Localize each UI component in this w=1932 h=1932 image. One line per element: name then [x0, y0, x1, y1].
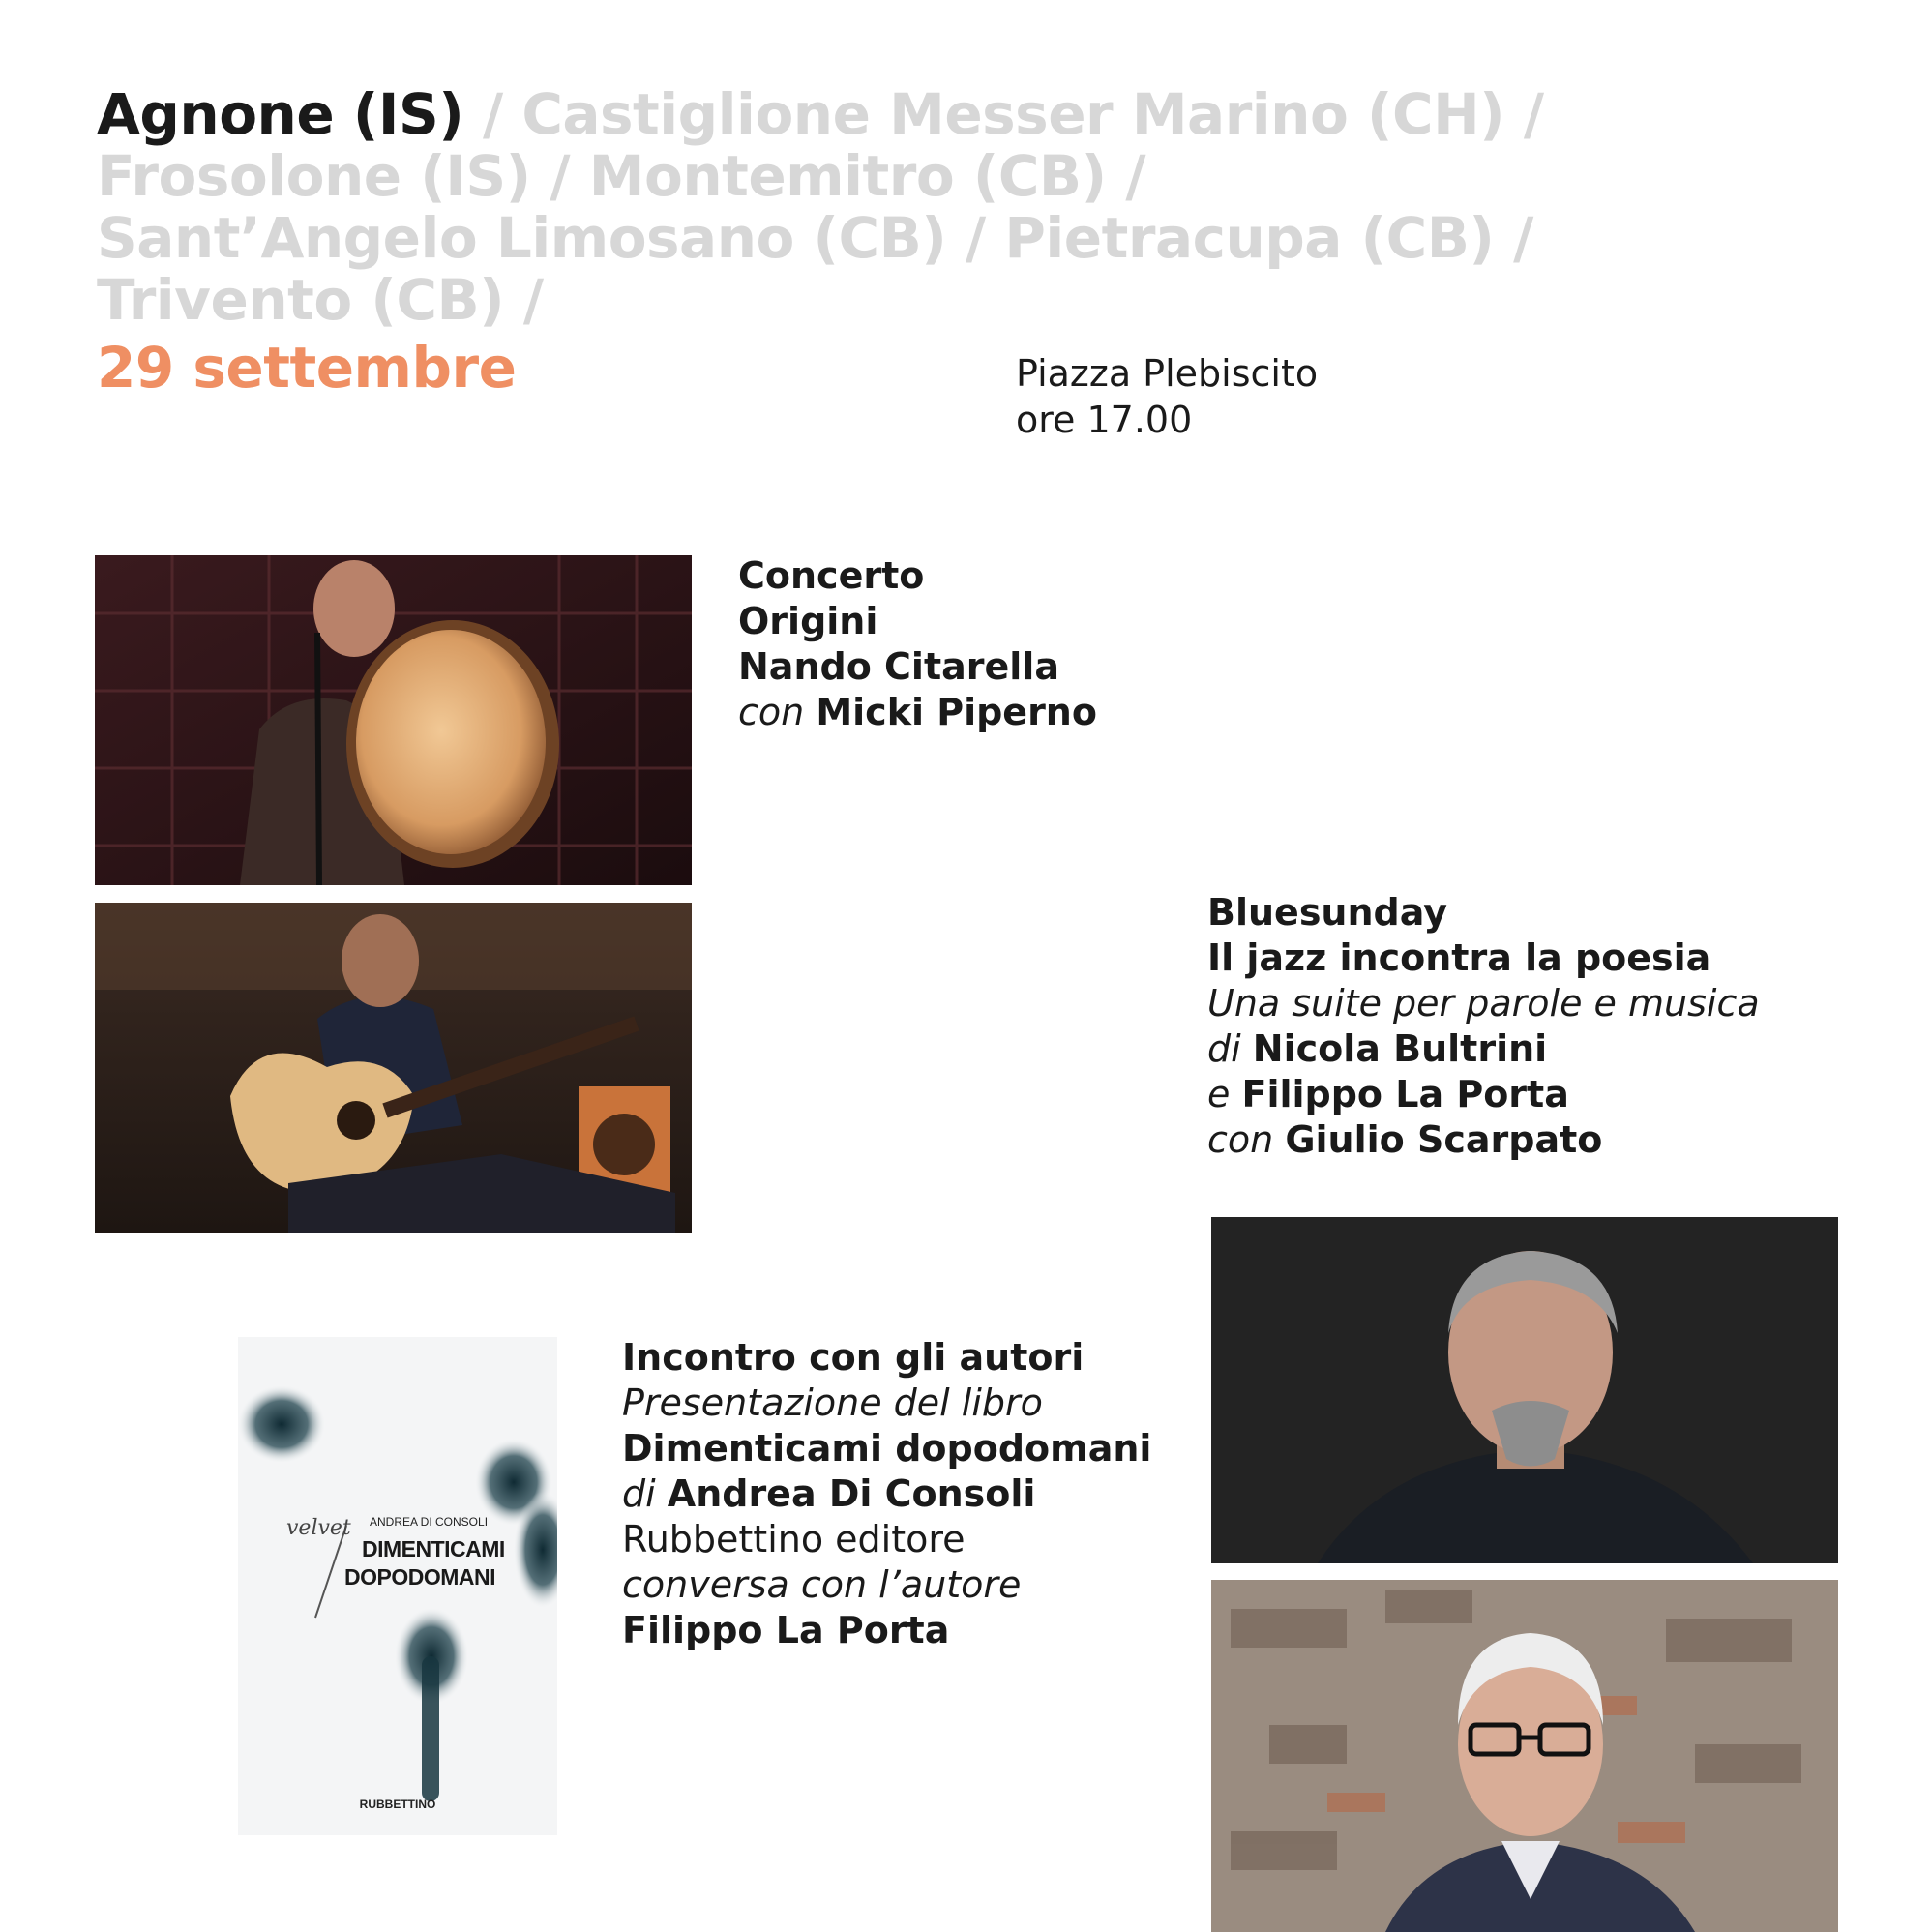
bluesunday-title: Il jazz incontra la poesia — [1207, 936, 1711, 979]
location-separator: / — [1513, 205, 1533, 271]
meeting-info — [622, 1335, 1151, 1653]
book-cover — [238, 1337, 557, 1835]
location-5: Sant’Angelo Limosano (CB) — [97, 205, 947, 271]
meeting-publisher: Rubbettino editore — [622, 1518, 966, 1560]
book-series: velvet — [286, 1516, 351, 1540]
location-1: Agnone (IS) — [97, 81, 464, 147]
meeting-author: Andrea Di Consoli — [667, 1472, 1036, 1515]
location-separator: / — [550, 143, 571, 209]
concert-artist: Nando Citarella — [738, 645, 1059, 688]
location-2: Castiglione Messer Marino (CH) — [521, 81, 1505, 147]
location-separator: / — [1125, 143, 1146, 209]
author-portrait-1 — [1211, 1217, 1838, 1563]
bluesunday-type: Bluesunday — [1207, 891, 1447, 934]
meeting-by-word: di — [622, 1472, 656, 1515]
author-portrait-2 — [1211, 1580, 1838, 1932]
bluesunday-with-word: con — [1207, 1118, 1274, 1161]
bluesunday-author2: Filippo La Porta — [1241, 1073, 1569, 1115]
location-3: Frosolone (IS) — [97, 143, 531, 209]
venue-name: Piazza Plebiscito — [1016, 352, 1319, 395]
meeting-intro: Presentazione del libro — [622, 1382, 1043, 1424]
location-separator: / — [966, 205, 986, 271]
bluesunday-author1: Nicola Bultrini — [1252, 1027, 1548, 1070]
book-publisher: RUBBETTINO — [359, 1798, 436, 1811]
concert-info — [738, 553, 1097, 735]
location-separator: / — [482, 81, 503, 147]
book-author: ANDREA DI CONSOLI — [370, 1515, 489, 1529]
venue-info — [1016, 350, 1318, 443]
location-7: Trivento (CB) — [97, 267, 505, 333]
concert-type: Concerto — [738, 554, 925, 597]
concert-title: Origini — [738, 600, 878, 642]
bluesunday-guest: Giulio Scarpato — [1285, 1118, 1603, 1161]
book-title-line2: DOPODOMANI — [344, 1564, 495, 1590]
meeting-type: Incontro con gli autori — [622, 1336, 1085, 1379]
frame-drum-performer-photo — [95, 555, 692, 885]
meeting-moderator: Filippo La Porta — [622, 1609, 950, 1651]
meeting-book-title: Dimenticami dopodomani — [622, 1427, 1152, 1470]
bluesunday-by-word: di — [1207, 1027, 1241, 1070]
event-time: ore 17.00 — [1016, 399, 1193, 441]
location-6: Pietracupa (CB) — [1004, 205, 1495, 271]
event-date: 29 settembre — [97, 335, 517, 401]
bluesunday-info — [1207, 890, 1760, 1163]
locations-list — [97, 83, 1548, 331]
bluesunday-subtitle: Una suite per parole e musica — [1207, 982, 1760, 1025]
location-separator: / — [1523, 81, 1544, 147]
concert-guest: Micki Piperno — [816, 691, 1097, 733]
bluesunday-and-word: e — [1207, 1073, 1231, 1115]
concert-with-word: con — [738, 691, 805, 733]
meeting-talk-line: conversa con l’autore — [622, 1563, 1022, 1606]
book-title-line1: DIMENTICAMI — [362, 1536, 505, 1561]
location-4: Montemitro (CB) — [588, 143, 1107, 209]
guitarist-photo — [95, 903, 692, 1233]
location-separator: / — [522, 267, 544, 333]
